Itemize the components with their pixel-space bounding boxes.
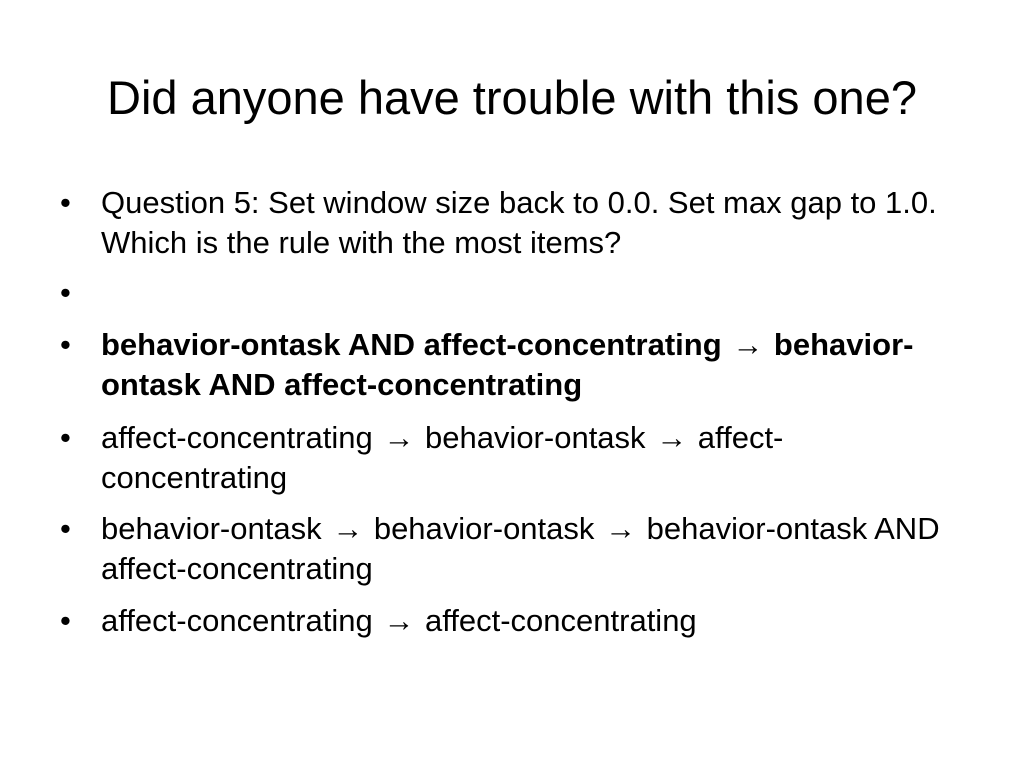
bullet-glyph: • [60,185,71,220]
rule-consequent: behavior-ontask AND affect-concentrating [101,327,914,402]
rule-step-3: affect-concentrating [101,420,784,495]
rule-step-1: behavior-ontask [101,511,322,546]
bullet-item [56,601,968,641]
arrow-icon: → [383,603,415,638]
rule-antecedent: behavior-ontask AND affect-concentrating [101,327,722,362]
arrow-icon: → [383,420,415,455]
bullet-glyph: • [60,327,71,362]
bullet-text [101,509,961,589]
rule-antecedent: affect-concentrating [101,603,373,638]
rule-step-3: behavior-ontask AND affect-concentrating [101,511,940,586]
rule-step-2: behavior-ontask [373,511,595,546]
bullet-glyph: • [60,603,71,638]
bullet-text [101,325,961,405]
bullet-item [56,325,968,405]
bullet-item [56,183,968,263]
arrow-icon: → [605,511,637,546]
arrow-icon: → [656,420,688,455]
bullet-text [101,601,961,641]
slide-title: Did anyone have trouble with this one? [107,71,917,124]
bullet-text: Question 5: Set window size back to 0.0. Set max gap to 1.0. Which is the rule with the most items? [101,185,937,260]
bullet-glyph: • [60,420,71,455]
bullet-item [56,418,968,498]
arrow-icon: → [332,511,364,546]
rule-consequent: affect-concentrating [424,603,697,638]
arrow-icon: → [732,327,764,362]
bullet-item [56,509,968,589]
bullet-text [101,418,961,498]
bullet-glyph: • [60,511,71,546]
rule-step-2: behavior-ontask [424,420,646,455]
bullet-glyph: • [60,275,71,310]
rule-step-1: affect-concentrating [101,420,373,455]
